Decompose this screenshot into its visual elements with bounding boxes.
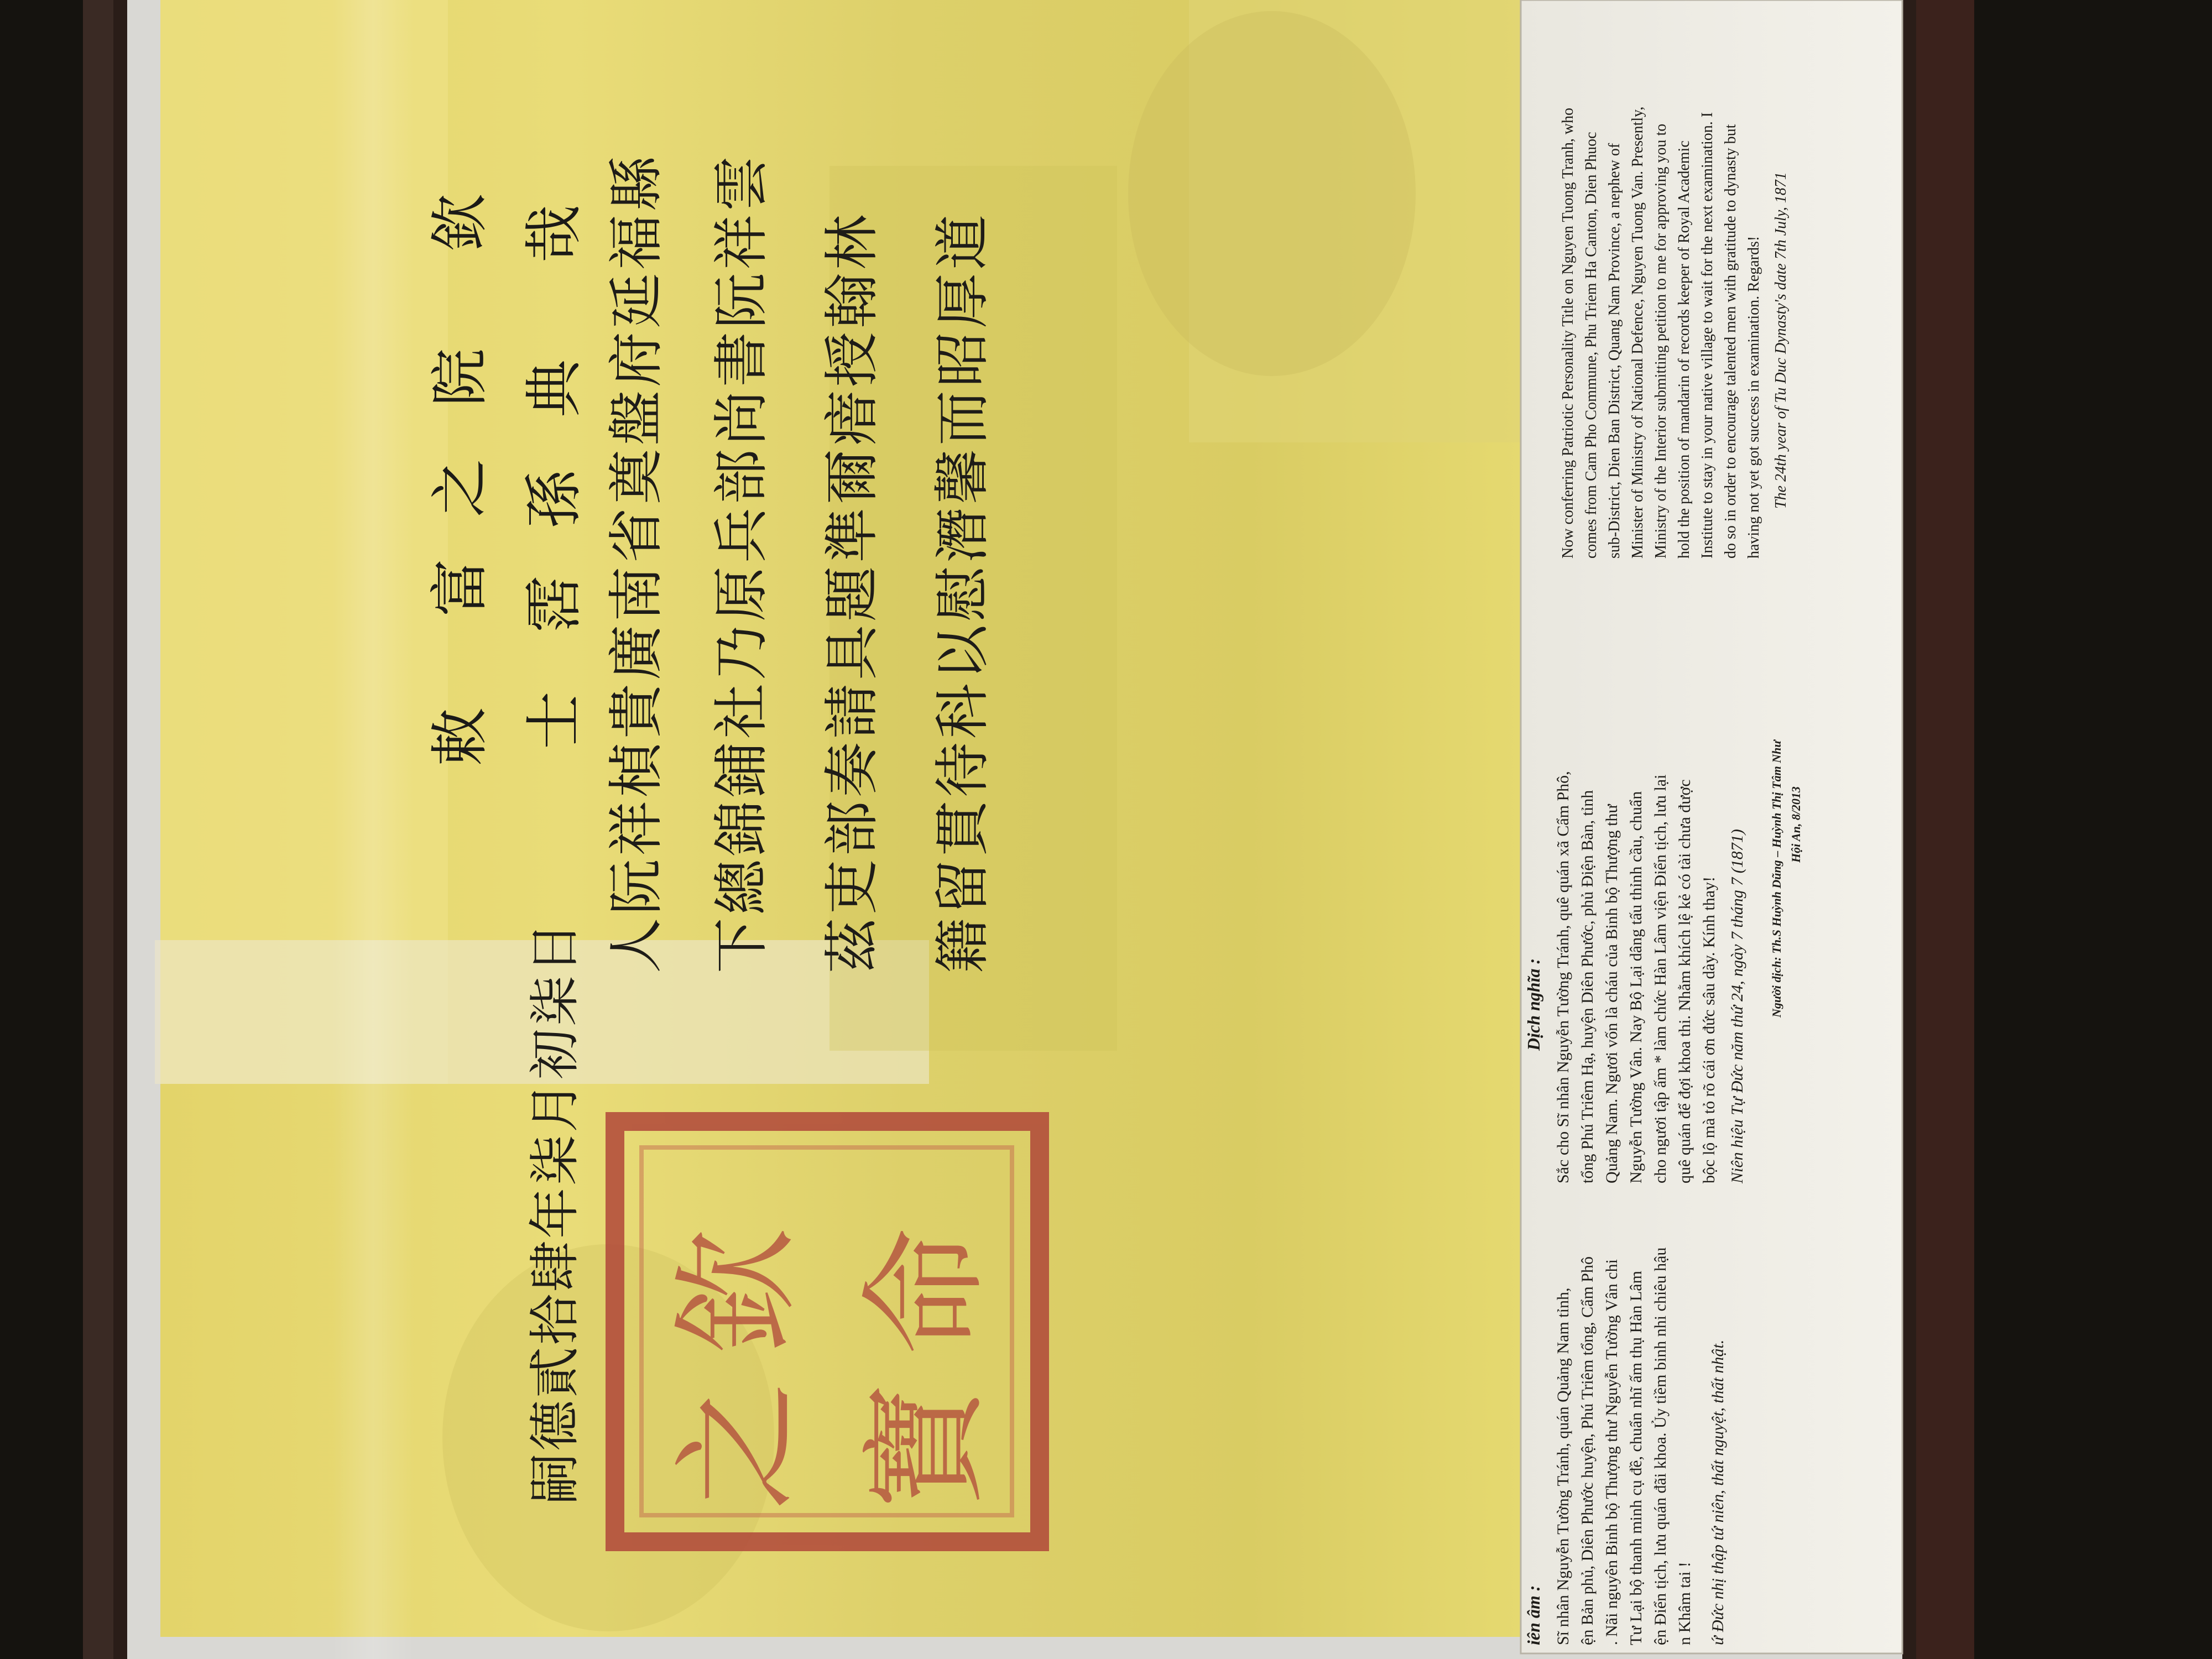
english-line: having not yet got success in examination. Regards! <box>1745 236 1762 559</box>
phien-am-line: n Khâm tai ! <box>1676 1562 1694 1645</box>
decree-main-row: 人阮祥楨貴廣南省奠盤府延福縣 <box>604 153 669 973</box>
heading-char: 典 <box>520 359 588 418</box>
phien-am-line: ện Điển tịch, lưu quán đãi khoa. Ủy tiềm binh nhi chiêu hậu <box>1651 1247 1670 1645</box>
heading-char: 哉 <box>520 204 588 263</box>
frame-wood-right <box>1908 0 1974 1659</box>
phien-am-line: ện Bản phủ, Diên Phước huyện, Phú Triêm tổng, Cẩm Phô <box>1578 1256 1597 1645</box>
english-line: Now conferring Patriotic Personality Title on Nguyen Tuong Tranh, who <box>1559 107 1577 559</box>
decree-main-row: 茲吏部奏請具題準爾瘖授翰林 <box>820 211 884 973</box>
dich-nghia-date: Niên hiệu Tự Đức năm thứ 24, ngày 7 tháng 7 (1871) <box>1728 829 1746 1183</box>
dich-nghia-line: bộc lộ mà tỏ rõ cái ơn đức sâu dày. Kính thay! <box>1700 876 1718 1183</box>
decree-date-row: 嗣德貳拾肆年柒月初柒日 <box>525 920 585 1504</box>
phien-am-date: ứ Đức nhị thập tứ niên, thất nguyệt, thất nhật. <box>1709 1339 1727 1645</box>
phien-am-line: Sĩ nhân Nguyễn Tường Tránh, quán Quảng Nam tỉnh, <box>1554 1287 1572 1645</box>
decree-main-row: 下總錦鋪社乃原兵部尚書阮祥雲 <box>709 153 774 973</box>
heading-char: 霑 <box>520 575 588 634</box>
dich-nghia-line: quê quán để đợi khoa thi. Nhằm khích lệ kẻ có tài chưa được <box>1676 779 1694 1183</box>
translation-place: Hội An, 8/2013 <box>1789 786 1803 863</box>
dich-nghia-line: Quảng Nam. Ngươi vốn là cháu của Binh bộ Thượng thư <box>1603 804 1621 1183</box>
heading-char: 士 <box>520 691 588 750</box>
english-line: Ministry of the Interior submitting petition to me for approving you to <box>1652 123 1670 559</box>
heading-char: 敕 <box>426 707 494 766</box>
english-line: hold the position of mandarin of records keeper of Royal Academic <box>1676 140 1693 559</box>
dich-nghia-line: cho ngươi tập ấm * làm chức Hàn Lâm viện Điển tịch, lưu lại <box>1651 774 1670 1183</box>
english-line: comes from Cam Pho Commune, Phu Triem Ha Canton, Dien Phuoc <box>1583 132 1600 559</box>
seal-char: 命 <box>852 1227 1000 1355</box>
translator-credit: Người dịch: Th.S Huỳnh Dũng – Huỳnh Thị Tâm Như <box>1770 740 1783 1018</box>
phien-am-title: iên âm : <box>1524 1585 1543 1645</box>
english-line: sub-District, Dien Ban District, Quang Nam Province, a nephew of <box>1606 143 1623 559</box>
dich-nghia-line: Nguyễn Tường Vân. Nay Bộ Lại dâng tấu thỉnh cầu, chuẩn <box>1627 791 1645 1183</box>
seal-char: 之 <box>664 1382 812 1510</box>
english-line: Minister of Ministry of National Defence, Nguyen Tuong Van. Presently, <box>1629 106 1646 559</box>
dich-nghia-line: tổng Phú Triêm Hạ, huyện Diên Phước, phủ Điện Bàn, tỉnh <box>1578 790 1597 1183</box>
english-date: The 24th year of Tu Duc Dynasty's date 7th July, 1871 <box>1772 172 1790 509</box>
phien-am-line: Tư Lại bộ thanh minh cụ đề, chuẩn nhĩ ấm thụ Hàn Lâm <box>1627 1271 1645 1645</box>
heading-char: 院 <box>426 348 494 407</box>
phien-am-line: . Nãi nguyên Binh bộ Thượng thư Nguyễn Tường Vân chi <box>1603 1259 1621 1645</box>
heading-char: 富 <box>426 558 494 617</box>
heading-char: 之 <box>426 458 494 518</box>
english-line: do so in order to encourage talented men with gratitude to dynasty but <box>1722 124 1739 559</box>
decree-main-row: 籍留貫待科以慰潛馨而昭厚道 <box>930 211 995 973</box>
heading-char: 欽 <box>426 193 494 252</box>
dich-nghia-line: Sắc cho Sĩ nhân Nguyễn Tường Tránh, quê quán xã Cẩm Phô, <box>1554 771 1572 1183</box>
heading-char: 孫 <box>520 469 588 529</box>
english-line: Institute to stay in your native village to wait for the next examination. I <box>1699 112 1716 559</box>
dich-nghia-title: Dịch nghĩa : <box>1524 958 1543 1051</box>
seal-char: 寶 <box>852 1382 1000 1510</box>
seal-char: 欽 <box>664 1227 812 1355</box>
frame-wood-left <box>83 0 116 1659</box>
